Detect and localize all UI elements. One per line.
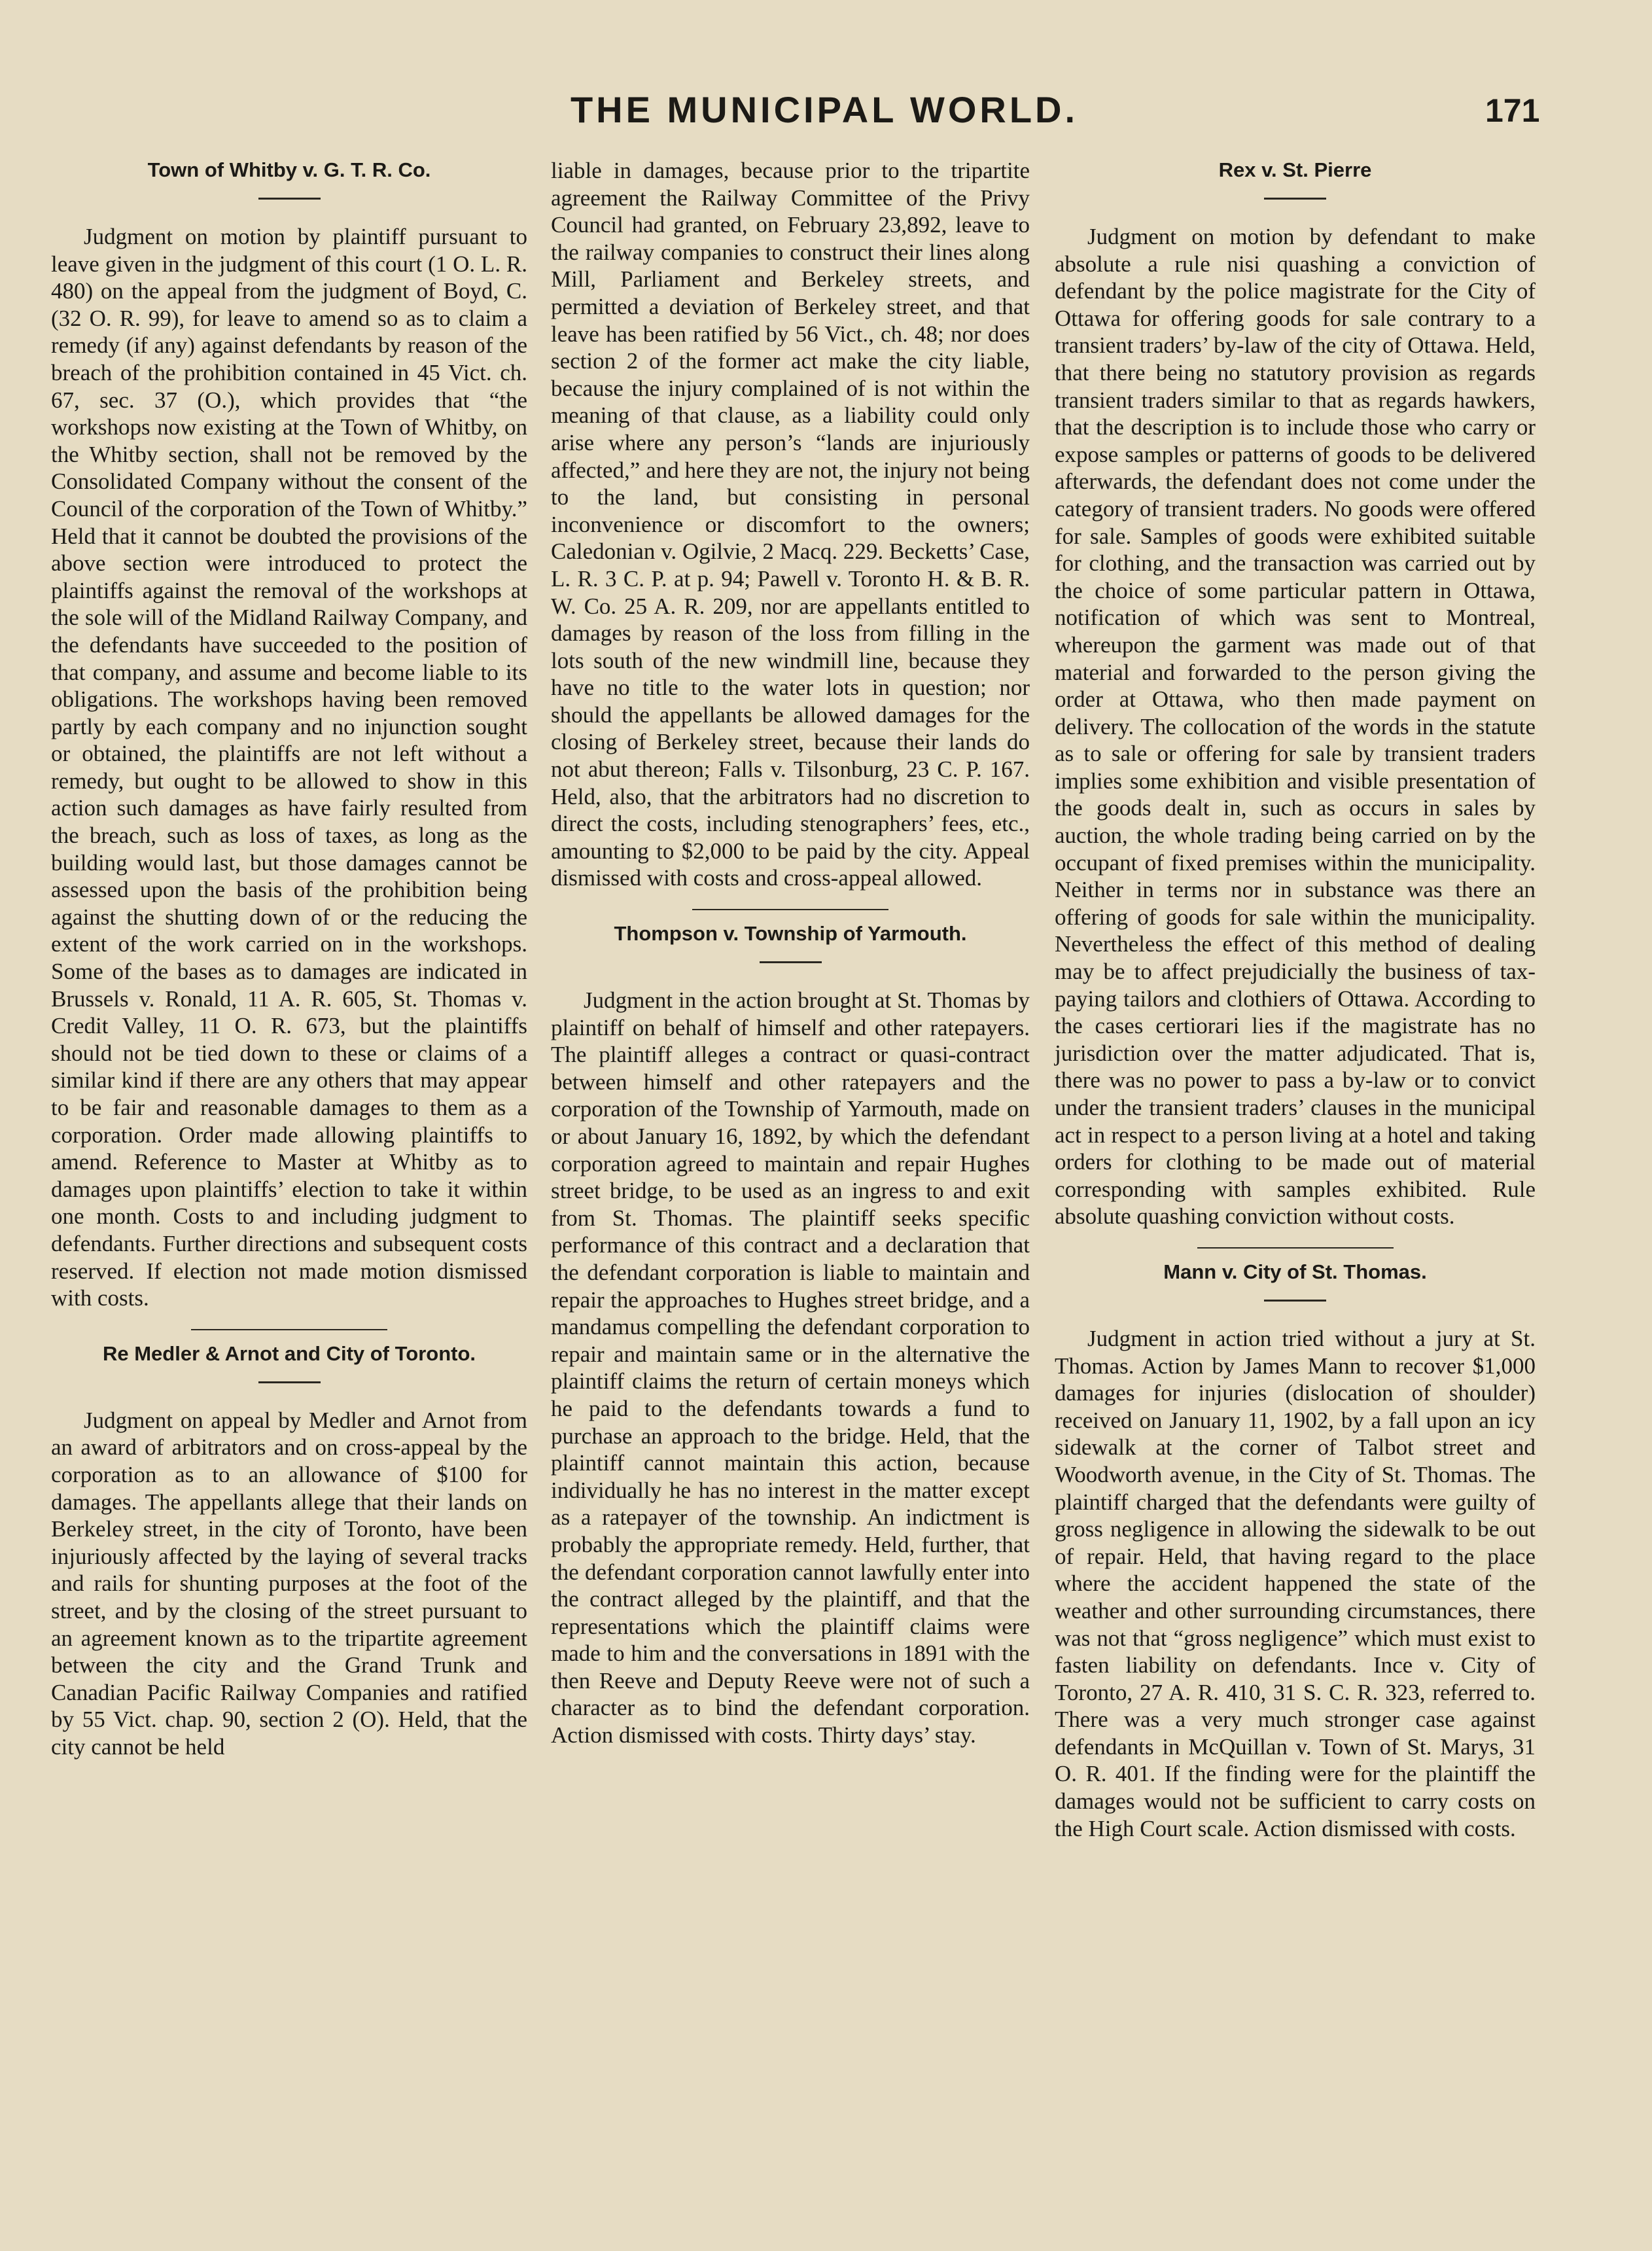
section-divider: [191, 1329, 387, 1330]
article-body-st-pierre: Judgment on motion by defendant to make absolute a rule nisi quashing a conviction of defendant by the police magistrate for the City of Ottawa for offering goods for sale contrary to a transient traders’ by-law of the city of Ottawa. Held, that there being no statutory provision as regards transient traders similar to that as regards hawkers, that the description is to include those who carry or expose samples or patterns of goods to be delivered afterwards, the defendant does not come under the category of transient traders. No goods were offered for sale. Samples of goods were exhibited suitable for clothing, and the transaction was carried out by the choice of some particular pattern in Ottawa, notification of which was sent to Montreal, whereupon the garment was made out of that material and forwarded to the person giving the order at Ottawa, who then made payment on delivery. The collocation of the words in the statute as to sale or offering for sale by transient traders implies some exhibition and visible presentation of the goods dealt in, such as occurs in sales by auction, the whole trading being carried on by the occupant of fixed premises within the municipality. Neither in terms nor in substance was there an offering of goods for sale within the municipality. Nevertheless the effect of this method of dealing may be to affect prejudicially the business of tax-paying tailors and clothiers of Ottawa. According to the cases certiorari lies if the magistrate has no jurisdiction over the matter adjudicated. That is, there was no power to pass a by-law or to convict under the transient traders’ clauses in the municipal act in respect to a person living at a hotel and taking orders for clothing to be made out of material corresponding with samples exhibited. Rule absolute quashing conviction without costs.: [1055, 224, 1536, 1230]
article-heading-medler: Re Medler & Arnot and City of Toronto.: [102, 1341, 476, 1365]
heading-rule: [258, 198, 321, 200]
article-heading-st-pierre: Rex v. St. Pierre: [1218, 158, 1372, 181]
heading-rule: [258, 1381, 321, 1383]
section-divider: [692, 909, 888, 910]
heading-rule: [1264, 1300, 1326, 1302]
section-divider: [1197, 1247, 1394, 1249]
article-body-thompson: Judgment in the action brought at St. Thomas by plaintiff on behalf of himself and other ratepayers. The plaintiff alleges a contract or quasi-contract between himself and other ratepayers and the corporation of the Township of Yarmouth, made on or about January 16, 1892, by which the defendant corporation agreed to maintain and repair Hughes street bridge, to be used as an ingress to and exit from St. Thomas. The plaintiff seeks specific performance of this contract and a declaration that the defendant corporation is liable to maintain and repair the approaches to Hughes street bridge, and a mandamus compelling the defendant corporation to repair and maintain same or in the alternative the plaintiff claims the return of certain moneys which he paid to the defendants towards a fund to purchase an approach to the bridge. Held, that the plaintiff cannot maintain this action, because individually he has no interest in the matter except as a ratepayer of the township. An indictment is probably the appropriate remedy. Held, further, that the defendant corporation cannot lawfully enter into the contract alleged by the plaintiff, and that the representations which the plaintiff claims were made to him and the conversations in 1891 with the then Reeve and Deputy Reeve were not of such a character as to bind the defendant corporation. Action dismissed with costs. Thirty days’ stay.: [551, 987, 1030, 1748]
column-1: [51, 157, 527, 1760]
heading-rule: [1264, 198, 1326, 200]
page-number: 171: [1485, 92, 1540, 129]
article-body-medler-continued: liable in damages, because prior to the tripartite agreement the Railway Committee of the Privy Council had granted, on February 23,892, leave to the railway companies to construct their lines along Mill, Parliament and Berkeley streets, and permitted a deviation of Berkeley street, and that leave has been ratified by 56 Vict., ch. 48; nor does section 2 of the former act make the city liable, because the injury complained of is not within the meaning of that clause, as a liability could only arise where any person’s “lands are injuriously affected,” and here they are not, the injury not being to the land, but consisting in personal inconvenience or discomfort to the owners; Caledonian v. Ogilvie, 2 Macq. 229. Becketts’ Case, L. R. 3 C. P. at p. 94; Pawell v. Toronto H. & B. R. W. Co. 25 A. R. 209, nor are appellants entitled to damages by reason of the loss from filling in the lots south of the new windmill line, because they have no title to the water lots in question; nor should the appellants be allowed damages for the closing of Berkeley street, because their lands do not abut thereon; Falls v. Tilsonburg, 23 C. P. 167. Held, also, that the arbitrators had no discretion to direct the costs, including stenographers’ fees, etc., amounting to $2,000 to be paid by the city. Appeal dismissed with costs and cross-appeal allowed.: [551, 158, 1030, 891]
column-2: [551, 157, 1030, 1749]
article-heading-whitby: Town of Whitby v. G. T. R. Co.: [147, 158, 431, 181]
article-body-medler: Judgment on appeal by Medler and Arnot from an award of arbitrators and on cross-appeal by the corporation as to an allowance of $100 for damages. The appellants allege that their lands on Berkeley street, in the city of Toronto, have been injuriously affected by the laying of several tracks and rails for shunting purposes at the foot of the street, and by the closing of the street pursuant to an agreement known as to the tripartite agreement between the city and the Grand Trunk and Canadian Pacific Railway Companies and ratified by 55 Vict. chap. 90, section 2 (O). Held, that the city cannot be held: [51, 1407, 527, 1760]
heading-rule: [760, 961, 822, 963]
article-body-mann: Judgment in action tried without a jury at St. Thomas. Action by James Mann to recover $1,000 damages for injuries (dislocation of shoulder) received on January 11, 1902, by a fall upon an icy sidewalk at the corner of Talbot street and Woodworth avenue, in the City of St. Thomas. The plaintiff charged that the defendants were guilty of gross negligence in allowing the sidewalk to be out of repair. Held, that having regard to the place where the accident happened the state of the weather and other surrounding circumstances, there was not that “gross negligence” which must exist to fasten liability on defendants. Ince v. City of Toronto, 27 A. R. 410, 31 S. C. R. 323, referred to. There was a very much stronger case against defendants in McQuillan v. Town of St. Marys, 31 O. R. 401. If the finding were for the plaintiff the damages would not be sufficient to carry costs on the High Court scale. Action dismissed with costs.: [1055, 1325, 1536, 1841]
article-heading-thompson: Thompson v. Township of Yarmouth.: [614, 922, 967, 946]
masthead-title: THE MUNICIPAL WORLD.: [570, 89, 1079, 130]
article-body-whitby: Judgment on motion by plaintiff pursuant to leave given in the judgment of this court (1 O. L. R. 480) on the appeal from the judgment of Boyd, C. (32 O. R. 99), for leave to amend so as to claim a remedy (if any) against defendants by reason of the breach of the prohibition contained in 45 Vict. ch. 67, sec. 37 (O.), which provides that “the workshops now existing at the Town of Whitby, on the Whitby section, shall not be removed by the Consolidated Company without the consent of the Council of the corporation of the Town of Whitby.” Held that it cannot be doubted the provisions of the above section were introduced to protect the plaintiffs against the removal of the workshops at the sole will of the Midland Railway Company, and the defendants have succeeded to the position of that company, and assume and become liable to its obligations. The workshops having been removed partly by each company and no injunction sought or obtained, the plaintiffs are not left without a remedy, but ought to be allowed to show in this action such damages as have fairly resulted from the breach, such as loss of taxes, as long as the building would last, but those damages cannot be assessed upon the basis of the prohibition being against the shutting down of or the reducing the extent of the work carried on in the workshops. Some of the bases as to damages are indicated in Brussels v. Ronald, 11 A. R. 605, St. Thomas v. Credit Valley, 11 O. R. 673, but the plaintiffs should not be tied down to these or claims of a similar kind if there are any others that may appear to be fair and reasonable damages to them as a corporation. Order made allowing plaintiffs to amend. Reference to Master at Whitby as to damages upon plaintiffs’ election to take it within one month. Costs to and including judgment to defendants. Further directions and subsequent costs reserved. If election not made motion dismissed with costs.: [51, 224, 527, 1311]
column-3: [1055, 157, 1536, 1842]
article-heading-mann: Mann v. City of St. Thomas.: [1163, 1260, 1427, 1283]
